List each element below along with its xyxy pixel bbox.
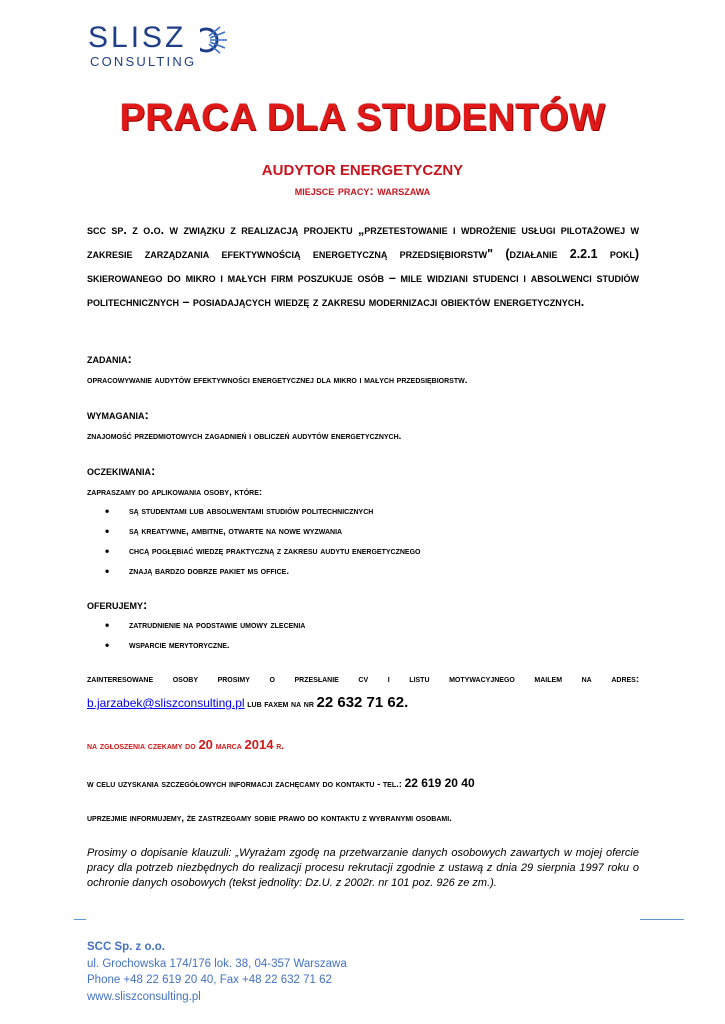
deadline-notice [87, 737, 284, 755]
expectations-lead: zapraszamy do aplikowania osoby, które: [87, 487, 263, 498]
info-text: w celu uzyskania szczegółowych informacji zachęcamy do kontaktu - tel.: [87, 779, 402, 790]
fax-number: 22 632 71 62 [316, 694, 405, 711]
logo-sun-icon [200, 26, 228, 54]
info-phone: 22 619 20 40 [404, 776, 475, 790]
deadline-text: na zgłoszenia czekamy do [87, 741, 196, 752]
list-item: • zatrudnienie na podstawie umowy zlecenia [105, 620, 305, 632]
logo-main-text: SLISZ [88, 21, 187, 54]
footer-website: www.sliszconsulting.pl [87, 990, 201, 1003]
list-item: • wsparcie merytoryczne. [105, 640, 305, 652]
company-logo [88, 22, 228, 74]
data-consent-clause: Prosimy o dopisanie klauzuli: „Wyrażam zgodę na przetwarzanie danych osobowych zawartych w mojej ofercie pracy dla potrzeb niezbędnych do realizacji procesu rekrutacji zgodnie z ustawą z dnia 29 sierpnia 1997 roku o ochronie danych osobowych (tekst jednolity: Dz.U. z 2002r. nr 101 poz. 926 ze zm.). [87, 847, 639, 889]
footer-divider-right [640, 919, 684, 920]
job-title: AUDYTOR ENERGETYCZNY [261, 162, 464, 179]
list-item: • znają bardzo dobrze pakiet ms office. [105, 566, 420, 578]
deadline-year: 2014 [244, 737, 274, 752]
deadline-day: 20 [198, 737, 213, 752]
offer-heading: oferujemy: [87, 597, 148, 612]
application-contact-line [87, 694, 408, 714]
expectations-heading: oczekiwania: [87, 463, 156, 478]
offer-list [105, 620, 305, 660]
fax-end: . [404, 694, 409, 711]
info-contact [87, 776, 475, 792]
email-link[interactable]: b.jarzabek@sliszconsulting.pl [87, 696, 245, 710]
page-title: PRACA DLA STUDENTÓW [119, 97, 606, 139]
requirements-heading: wymagania: [87, 407, 149, 422]
footer-address: ul. Grochowska 174/176 lok. 38, 04-357 Warszawa [87, 957, 347, 970]
work-location: miejsce pracy: warszawa [294, 183, 431, 198]
requirements-text: znajomość przedmiotowych zagadnień i obliczeń audytów energetycznych. [87, 431, 402, 442]
footer-phone: Phone +48 22 619 20 40, Fax +48 22 632 71 62 [87, 974, 332, 986]
reserve-notice: uprzejmie informujemy, że zastrzegamy sobie prawo do kontaktu z wybranymi osobami. [87, 813, 452, 824]
footer [87, 939, 347, 1005]
application-instructions: zainteresowane osoby prosimy o przesłanie cv i listu motywacyjnego mailem na adres: [87, 674, 639, 685]
deadline-suffix: r. [276, 741, 285, 752]
deadline-month: marca [215, 741, 242, 752]
intro-paragraph: scc sp. z o.o. w związku z realizacją projektu „przetestowanie i wdrożenie usługi pilotażowej w zakresie zarządzania efektywnością energetyczną przedsiębiorstw" (działanie 2.2.1 pokl) skierowanego do mikro i małych firm poszukuje osób – mile widziani studenci i absolwenci studiów politechnicznych – posiadających wiedzę z zakresu modernizacji obiektów energetycznych. [87, 223, 639, 309]
footer-company: SCC Sp. z o.o. [87, 941, 165, 953]
expectations-list [105, 506, 420, 586]
list-item: • są studentami lub absolwentami studiów politechnicznych [105, 506, 420, 518]
tasks-text: opracowywanie audytów efektywności energetycznej dla mikro i małych przedsiębiorstw. [87, 375, 468, 386]
logo-sub-text: CONSULTING [90, 54, 197, 69]
tasks-heading: zadania: [87, 351, 132, 366]
list-item: • chcą pogłębiać wiedzę praktyczną z zakresu audytu energetycznego [105, 546, 420, 558]
fax-label: lub faxem na nr [247, 699, 314, 710]
footer-divider-left [74, 919, 86, 920]
list-item: • są kreatywne, ambitne, otwarte na nowe wyzwania [105, 526, 420, 538]
